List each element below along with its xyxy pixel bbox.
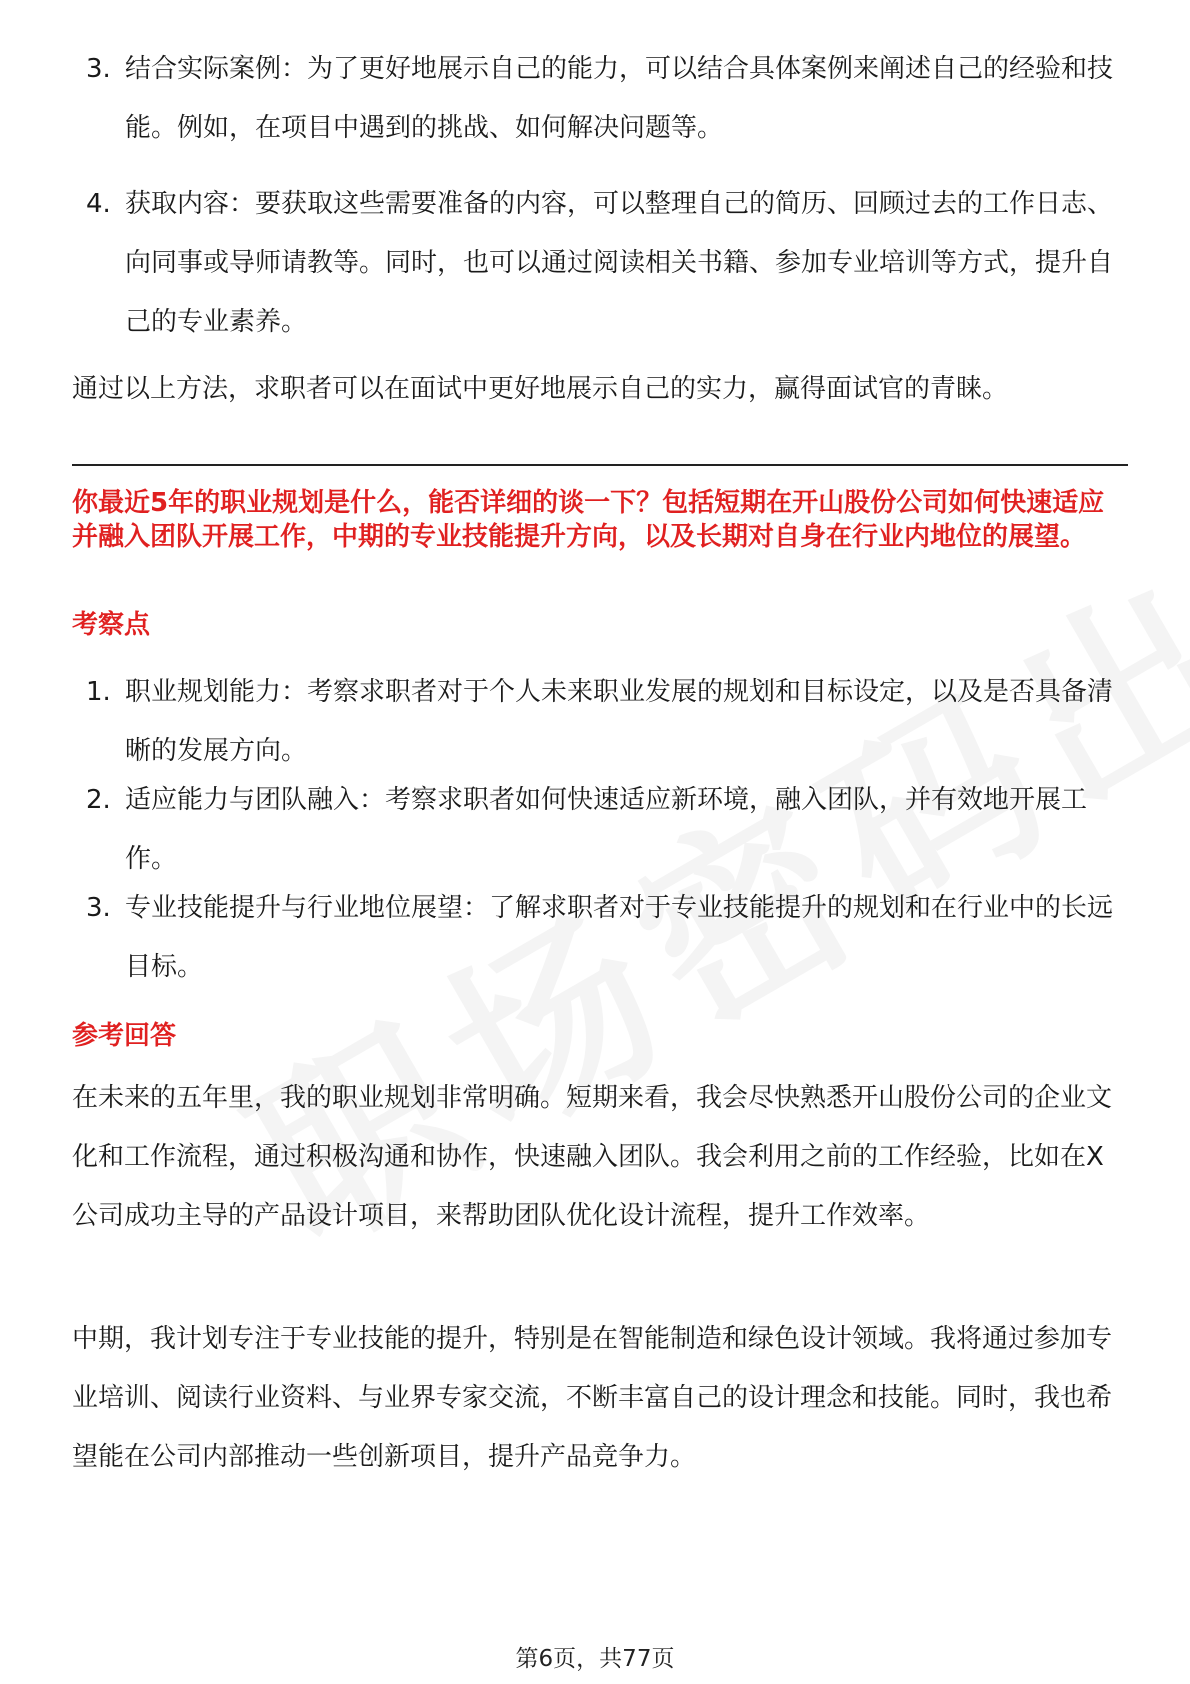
list-item — [72, 40, 1128, 158]
list-number: 3. — [86, 893, 111, 923]
exam-points-heading: 考察点 — [72, 610, 151, 640]
list-item — [72, 879, 1128, 997]
list-number: 2. — [86, 785, 111, 815]
answer-paragraph: 中期，我计划专注于专业技能的提升，特别是在智能制造和绿色设计领域。我将通过参加专业培训、阅读行业资料、与业界专家交流，不断丰富自己的设计理念和技能。同时，我也希望能在公司内部推动一些创新项目，提升产品竞争力。 — [72, 1324, 1113, 1472]
list-item — [72, 771, 1128, 889]
list-number: 1. — [86, 677, 111, 707]
divider — [72, 464, 1128, 466]
list-text: 适应能力与团队融入：考察求职者如何快速适应新环境，融入团队，并有效地开展工作。 — [125, 785, 1088, 874]
intro-list — [72, 40, 1128, 158]
interview-question: 你最近5年的职业规划是什么，能否详细的谈一下？包括短期在开山股份公司如何快速适应并融入团队开展工作，中期的专业技能提升方向，以及长期对自身在行业内地位的展望。 — [72, 488, 1105, 552]
list-text: 获取内容：要获取这些需要准备的内容，可以整理自己的简历、回顾过去的工作日志、向同事或导师请教等。同时，也可以通过阅读相关书籍、参加专业培训等方式，提升自己的专业素养。 — [125, 189, 1114, 337]
list-number: 4. — [86, 189, 111, 219]
intro-list — [72, 175, 1128, 352]
summary-paragraph: 通过以上方法，求职者可以在面试中更好地展示自己的实力，赢得面试官的青睐。 — [72, 374, 1009, 404]
page-footer: 第6页，共77页 — [515, 1646, 675, 1672]
reference-answer-heading: 参考回答 — [72, 1021, 177, 1051]
list-text: 职业规划能力：考察求职者对于个人未来职业发展的规划和目标设定，以及是否具备清晰的发展方向。 — [125, 677, 1114, 766]
exam-points-list — [72, 663, 1128, 997]
list-text: 专业技能提升与行业地位展望：了解求职者对于专业技能提升的规划和在行业中的长远目标。 — [125, 893, 1114, 982]
list-number: 3. — [86, 54, 111, 84]
list-text: 结合实际案例：为了更好地展示自己的能力，可以结合具体案例来阐述自己的经验和技能。例如，在项目中遇到的挑战、如何解决问题等。 — [125, 54, 1114, 143]
list-item — [72, 175, 1128, 352]
answer-paragraph: 在未来的五年里，我的职业规划非常明确。短期来看，我会尽快熟悉开山股份公司的企业文化和工作流程，通过积极沟通和协作，快速融入团队。我会利用之前的工作经验，比如在X公司成功主导的产品设计项目，来帮助团队优化设计流程，提升工作效率。 — [72, 1083, 1113, 1231]
list-item — [72, 663, 1128, 781]
